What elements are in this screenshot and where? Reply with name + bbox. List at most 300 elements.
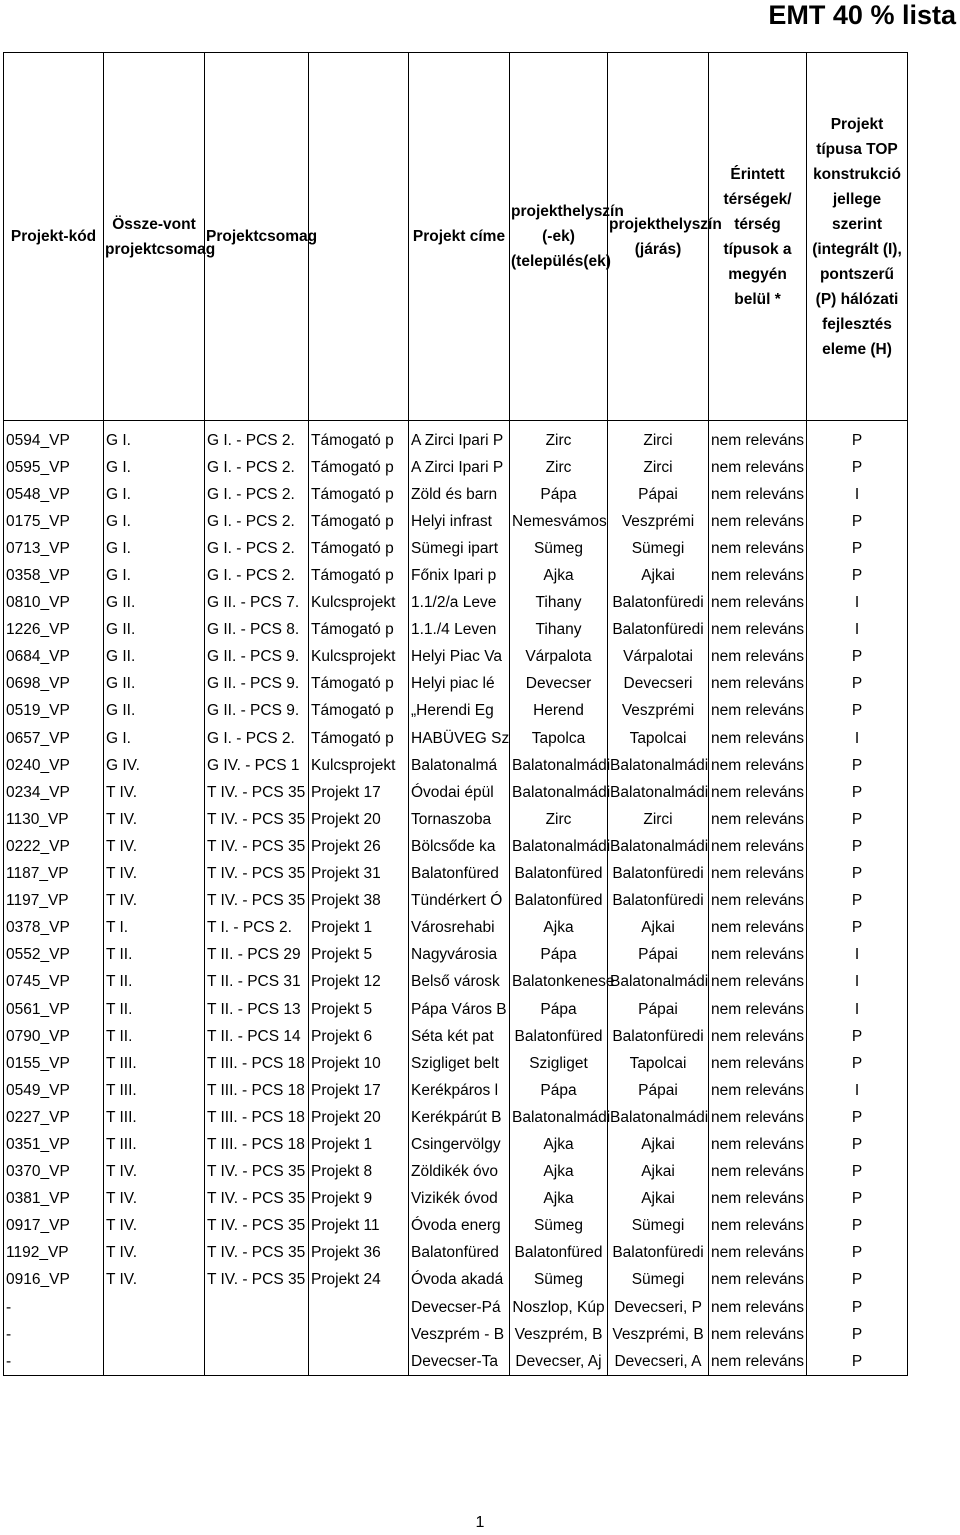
table-row [4, 806, 908, 833]
cell-project-title: HABÜVEG Sz [409, 725, 510, 752]
cell-settlement: Tihany [510, 590, 608, 617]
cell-role: Támogató p [309, 671, 409, 698]
table-row [4, 1213, 908, 1240]
header-location-settlement: projekthelyszín (-ek) (település(ek) [510, 53, 608, 421]
cell-merged-package: T I. [104, 915, 205, 942]
cell-district: Pápai [608, 1077, 709, 1104]
cell-project-code: 0745_VP [4, 969, 104, 996]
cell-package: T III. - PCS 18 [205, 1104, 309, 1131]
cell-project-code: 0698_VP [4, 671, 104, 698]
cell-project-title: Zöld és barn [409, 481, 510, 508]
cell-project-type: I [807, 969, 908, 996]
cell-role: Kulcsprojekt [309, 644, 409, 671]
cell-settlement: Sümeg [510, 1213, 608, 1240]
cell-package: G II. - PCS 8. [205, 617, 309, 644]
cell-role: Támogató p [309, 617, 409, 644]
cell-project-type: P [807, 562, 908, 589]
cell-project-type: P [807, 1159, 908, 1186]
cell-settlement: Zirc [510, 421, 608, 455]
cell-affected-areas: nem releváns [709, 644, 807, 671]
cell-district: Balatonalmádi [608, 752, 709, 779]
cell-affected-areas: nem releváns [709, 861, 807, 888]
cell-project-type: P [807, 1213, 908, 1240]
cell-package: G I. - PCS 2. [205, 454, 309, 481]
cell-project-type: P [807, 671, 908, 698]
cell-district: Ajkai [608, 562, 709, 589]
cell-settlement: Nemesvámos [510, 508, 608, 535]
table-row [4, 779, 908, 806]
cell-project-code: - [4, 1348, 104, 1376]
cell-project-title: Devecser-Pá [409, 1294, 510, 1321]
cell-district: Balatonalmádi [608, 1104, 709, 1131]
cell-settlement: Pápa [510, 942, 608, 969]
cell-affected-areas: nem releváns [709, 1186, 807, 1213]
cell-affected-areas: nem releváns [709, 454, 807, 481]
cell-district: Pápai [608, 481, 709, 508]
cell-settlement: Devecser [510, 671, 608, 698]
cell-project-title: Nagyvárosia [409, 942, 510, 969]
cell-project-type: P [807, 752, 908, 779]
cell-package: G II. - PCS 9. [205, 671, 309, 698]
cell-project-type: P [807, 1050, 908, 1077]
cell-project-type: P [807, 1321, 908, 1348]
table-row [4, 1240, 908, 1267]
header-affected-areas: Érintett térségek/ térség típusok a megyén belül * [709, 53, 807, 421]
cell-district: Sümegi [608, 535, 709, 562]
table-row [4, 1186, 908, 1213]
cell-project-title: Szigliget belt [409, 1050, 510, 1077]
cell-project-type: P [807, 1240, 908, 1267]
cell-role: Projekt 31 [309, 861, 409, 888]
cell-merged-package [104, 1321, 205, 1348]
cell-affected-areas: nem releváns [709, 1131, 807, 1158]
cell-merged-package: T IV. [104, 888, 205, 915]
cell-district: Balatonfüredi [608, 1023, 709, 1050]
cell-project-title: Óvodai épül [409, 779, 510, 806]
cell-district: Balatonalmádi [608, 969, 709, 996]
cell-merged-package: G II. [104, 698, 205, 725]
cell-project-title: Tornaszoba [409, 806, 510, 833]
cell-affected-areas: nem releváns [709, 671, 807, 698]
cell-project-code: 0657_VP [4, 725, 104, 752]
table-row [4, 1267, 908, 1294]
cell-project-type: P [807, 644, 908, 671]
cell-settlement: Sümeg [510, 535, 608, 562]
cell-affected-areas: nem releváns [709, 915, 807, 942]
table-row [4, 915, 908, 942]
cell-affected-areas: nem releváns [709, 1321, 807, 1348]
cell-package: T I. - PCS 2. [205, 915, 309, 942]
cell-merged-package: T IV. [104, 806, 205, 833]
cell-district: Devecseri [608, 671, 709, 698]
cell-affected-areas: nem releváns [709, 562, 807, 589]
table-header-row [4, 53, 908, 421]
cell-affected-areas: nem releváns [709, 481, 807, 508]
cell-project-title: Séta két pat [409, 1023, 510, 1050]
cell-project-title: Bölcsőde ka [409, 833, 510, 860]
cell-package [205, 1321, 309, 1348]
cell-affected-areas: nem releváns [709, 698, 807, 725]
cell-district: Zirci [608, 806, 709, 833]
cell-project-title: Helyi Piac Va [409, 644, 510, 671]
cell-district: Veszprémi [608, 508, 709, 535]
cell-project-code: 0594_VP [4, 421, 104, 455]
table-body [4, 421, 908, 1376]
cell-affected-areas: nem releváns [709, 1050, 807, 1077]
cell-project-title: Balatonfüred [409, 861, 510, 888]
header-project-type: Projekt típusa TOP konstrukció jellege szerint (integrált (I), pontszerű (P) hálózati fejlesztés eleme (H) [807, 53, 908, 421]
cell-settlement: Balatonalmádi [510, 752, 608, 779]
table-row [4, 888, 908, 915]
project-list-table [3, 52, 908, 1376]
cell-project-title: Sümegi ipart [409, 535, 510, 562]
cell-affected-areas: nem releváns [709, 1348, 807, 1376]
cell-affected-areas: nem releváns [709, 508, 807, 535]
cell-project-code: 0810_VP [4, 590, 104, 617]
cell-district: Tapolcai [608, 725, 709, 752]
cell-project-code: 1130_VP [4, 806, 104, 833]
cell-settlement: Balatonalmádi [510, 779, 608, 806]
cell-project-code: 0370_VP [4, 1159, 104, 1186]
cell-settlement: Tihany [510, 617, 608, 644]
page-number: 1 [475, 1514, 485, 1531]
cell-project-type: I [807, 617, 908, 644]
cell-package: T IV. - PCS 35 [205, 888, 309, 915]
cell-role: Projekt 8 [309, 1159, 409, 1186]
cell-project-title: Balatonfüred [409, 1240, 510, 1267]
cell-settlement: Ajka [510, 1159, 608, 1186]
cell-affected-areas: nem releváns [709, 1023, 807, 1050]
cell-role: Projekt 9 [309, 1186, 409, 1213]
cell-affected-areas: nem releváns [709, 421, 807, 455]
cell-role: Kulcsprojekt [309, 590, 409, 617]
table-row [4, 671, 908, 698]
cell-project-title: Vizikék óvod [409, 1186, 510, 1213]
cell-merged-package: T IV. [104, 1213, 205, 1240]
cell-affected-areas: nem releváns [709, 833, 807, 860]
cell-role [309, 1321, 409, 1348]
table-row [4, 752, 908, 779]
cell-project-code: 1192_VP [4, 1240, 104, 1267]
cell-package: T IV. - PCS 35 [205, 1240, 309, 1267]
cell-settlement: Ajka [510, 915, 608, 942]
cell-merged-package: G I. [104, 481, 205, 508]
cell-package [205, 1348, 309, 1376]
cell-merged-package: T II. [104, 1023, 205, 1050]
cell-project-type: P [807, 779, 908, 806]
cell-package: G I. - PCS 2. [205, 535, 309, 562]
cell-project-type: I [807, 996, 908, 1023]
cell-project-type: P [807, 1348, 908, 1376]
cell-settlement: Várpalota [510, 644, 608, 671]
table-row [4, 535, 908, 562]
cell-package: G I. - PCS 2. [205, 725, 309, 752]
cell-project-type: P [807, 861, 908, 888]
cell-affected-areas: nem releváns [709, 1213, 807, 1240]
cell-affected-areas: nem releváns [709, 1267, 807, 1294]
cell-project-title: 1.1/2/a Leve [409, 590, 510, 617]
cell-settlement: Sümeg [510, 1267, 608, 1294]
cell-project-code: 0561_VP [4, 996, 104, 1023]
cell-district: Veszprémi [608, 698, 709, 725]
cell-merged-package: G I. [104, 508, 205, 535]
cell-settlement: Zirc [510, 454, 608, 481]
header-project-code: Projekt-kód [4, 53, 104, 421]
cell-package: T IV. - PCS 35 [205, 779, 309, 806]
table-row [4, 508, 908, 535]
cell-affected-areas: nem releváns [709, 590, 807, 617]
cell-project-title: Helyi piac lé [409, 671, 510, 698]
cell-settlement: Ajka [510, 1186, 608, 1213]
cell-package: T IV. - PCS 35 [205, 1186, 309, 1213]
cell-project-code: 0549_VP [4, 1077, 104, 1104]
cell-settlement: Szigliget [510, 1050, 608, 1077]
cell-district: Ajkai [608, 1159, 709, 1186]
cell-role: Támogató p [309, 421, 409, 455]
cell-district: Veszprémi, B [608, 1321, 709, 1348]
cell-merged-package: T II. [104, 969, 205, 996]
cell-project-type: P [807, 915, 908, 942]
cell-settlement: Balatonfüred [510, 861, 608, 888]
cell-affected-areas: nem releváns [709, 996, 807, 1023]
cell-project-type: P [807, 508, 908, 535]
cell-project-code: 1226_VP [4, 617, 104, 644]
cell-settlement: Balatonalmádi [510, 833, 608, 860]
cell-project-title: Kerékpárút B [409, 1104, 510, 1131]
cell-role: Projekt 5 [309, 996, 409, 1023]
cell-district: Balatonfüredi [608, 861, 709, 888]
table-row [4, 590, 908, 617]
cell-role: Támogató p [309, 481, 409, 508]
cell-role: Projekt 20 [309, 1104, 409, 1131]
cell-role: Projekt 20 [309, 806, 409, 833]
cell-settlement: Balatonkenese [510, 969, 608, 996]
cell-project-type: I [807, 725, 908, 752]
cell-project-title: Belső városk [409, 969, 510, 996]
cell-package: T II. - PCS 14 [205, 1023, 309, 1050]
header-package: Projektcsomag [205, 53, 309, 421]
cell-package: T III. - PCS 18 [205, 1077, 309, 1104]
header-empty [309, 53, 409, 421]
cell-package: T IV. - PCS 35 [205, 833, 309, 860]
cell-merged-package: T IV. [104, 861, 205, 888]
cell-merged-package: T III. [104, 1104, 205, 1131]
cell-role: Támogató p [309, 454, 409, 481]
cell-project-title: Csingervölgy [409, 1131, 510, 1158]
cell-role: Támogató p [309, 725, 409, 752]
cell-merged-package: G II. [104, 590, 205, 617]
cell-role: Projekt 1 [309, 915, 409, 942]
cell-project-code: 0595_VP [4, 454, 104, 481]
cell-merged-package: T III. [104, 1050, 205, 1077]
cell-district: Balatonfüredi [608, 1240, 709, 1267]
cell-merged-package: T III. [104, 1131, 205, 1158]
table-row [4, 996, 908, 1023]
cell-settlement: Balatonalmádi [510, 1104, 608, 1131]
cell-project-type: I [807, 481, 908, 508]
cell-project-code: 0378_VP [4, 915, 104, 942]
table-row [4, 1050, 908, 1077]
cell-merged-package: T IV. [104, 833, 205, 860]
cell-merged-package: G I. [104, 421, 205, 455]
cell-role: Támogató p [309, 535, 409, 562]
table-row [4, 644, 908, 671]
table-row [4, 969, 908, 996]
cell-district: Zirci [608, 454, 709, 481]
cell-project-code: 0713_VP [4, 535, 104, 562]
cell-role: Projekt 12 [309, 969, 409, 996]
table-row [4, 1131, 908, 1158]
cell-package: G II. - PCS 7. [205, 590, 309, 617]
header-merged-package: Össze-vont projektcsomag [104, 53, 205, 421]
cell-merged-package: G II. [104, 617, 205, 644]
cell-merged-package: T IV. [104, 1267, 205, 1294]
cell-project-type: I [807, 590, 908, 617]
cell-affected-areas: nem releváns [709, 888, 807, 915]
cell-role: Támogató p [309, 698, 409, 725]
table-row [4, 562, 908, 589]
cell-merged-package: G II. [104, 671, 205, 698]
table-row [4, 942, 908, 969]
cell-affected-areas: nem releváns [709, 779, 807, 806]
cell-settlement: Ajka [510, 562, 608, 589]
cell-district: Devecseri, P [608, 1294, 709, 1321]
cell-role: Projekt 5 [309, 942, 409, 969]
cell-district: Ajkai [608, 1131, 709, 1158]
cell-package: T IV. - PCS 35 [205, 806, 309, 833]
cell-settlement: Balatonfüred [510, 1023, 608, 1050]
cell-project-title: A Zirci Ipari P [409, 421, 510, 455]
cell-role: Projekt 11 [309, 1213, 409, 1240]
cell-role: Támogató p [309, 508, 409, 535]
cell-package: T IV. - PCS 35 [205, 1213, 309, 1240]
cell-merged-package: G I. [104, 562, 205, 589]
cell-affected-areas: nem releváns [709, 725, 807, 752]
cell-package: T III. - PCS 18 [205, 1131, 309, 1158]
cell-merged-package: T II. [104, 942, 205, 969]
cell-package: T II. - PCS 29 [205, 942, 309, 969]
cell-district: Tapolcai [608, 1050, 709, 1077]
cell-project-title: Városrehabi [409, 915, 510, 942]
cell-merged-package: T III. [104, 1077, 205, 1104]
cell-district: Balatonfüredi [608, 590, 709, 617]
cell-role: Projekt 17 [309, 1077, 409, 1104]
cell-project-type: P [807, 421, 908, 455]
cell-role: Projekt 26 [309, 833, 409, 860]
cell-project-title: Balatonalmá [409, 752, 510, 779]
cell-district: Balatonfüredi [608, 888, 709, 915]
cell-project-type: P [807, 454, 908, 481]
table-row [4, 1348, 908, 1376]
cell-role: Projekt 6 [309, 1023, 409, 1050]
table-row [4, 698, 908, 725]
cell-affected-areas: nem releváns [709, 752, 807, 779]
cell-merged-package: T IV. [104, 1240, 205, 1267]
cell-project-code: 0916_VP [4, 1267, 104, 1294]
cell-project-type: P [807, 806, 908, 833]
cell-merged-package: T IV. [104, 779, 205, 806]
cell-project-code: 0175_VP [4, 508, 104, 535]
cell-role: Projekt 38 [309, 888, 409, 915]
cell-package: T IV. - PCS 35 [205, 1159, 309, 1186]
cell-package: G II. - PCS 9. [205, 698, 309, 725]
cell-package: G I. - PCS 2. [205, 481, 309, 508]
cell-district: Várpalotai [608, 644, 709, 671]
table-row [4, 1159, 908, 1186]
cell-district: Zirci [608, 421, 709, 455]
cell-settlement: Zirc [510, 806, 608, 833]
cell-project-title: A Zirci Ipari P [409, 454, 510, 481]
table-row [4, 617, 908, 644]
cell-affected-areas: nem releváns [709, 535, 807, 562]
cell-project-code: 1197_VP [4, 888, 104, 915]
cell-package: G I. - PCS 2. [205, 562, 309, 589]
cell-project-code: - [4, 1321, 104, 1348]
cell-district: Ajkai [608, 915, 709, 942]
cell-package: G I. - PCS 2. [205, 508, 309, 535]
cell-district: Sümegi [608, 1213, 709, 1240]
cell-district: Balatonalmádi [608, 833, 709, 860]
cell-settlement: Ajka [510, 1131, 608, 1158]
cell-package: T II. - PCS 13 [205, 996, 309, 1023]
cell-project-type: P [807, 1104, 908, 1131]
cell-package: T IV. - PCS 35 [205, 1267, 309, 1294]
cell-project-title: „Herendi Eg [409, 698, 510, 725]
cell-project-code: 0917_VP [4, 1213, 104, 1240]
cell-settlement: Balatonfüred [510, 1240, 608, 1267]
table-row [4, 1023, 908, 1050]
cell-settlement: Tapolca [510, 725, 608, 752]
cell-affected-areas: nem releváns [709, 1294, 807, 1321]
cell-merged-package [104, 1294, 205, 1321]
cell-merged-package: G I. [104, 454, 205, 481]
cell-project-code: 0222_VP [4, 833, 104, 860]
cell-project-code: 0548_VP [4, 481, 104, 508]
cell-affected-areas: nem releváns [709, 1240, 807, 1267]
cell-project-code: 0227_VP [4, 1104, 104, 1131]
cell-settlement: Pápa [510, 996, 608, 1023]
table-row [4, 1104, 908, 1131]
cell-project-type: I [807, 942, 908, 969]
cell-project-type: P [807, 698, 908, 725]
cell-package: T IV. - PCS 35 [205, 861, 309, 888]
cell-district: Pápai [608, 942, 709, 969]
cell-district: Ajkai [608, 1186, 709, 1213]
cell-package: G IV. - PCS 1 [205, 752, 309, 779]
cell-affected-areas: nem releváns [709, 617, 807, 644]
cell-merged-package: G I. [104, 725, 205, 752]
cell-role: Projekt 17 [309, 779, 409, 806]
cell-package [205, 1294, 309, 1321]
cell-package: T III. - PCS 18 [205, 1050, 309, 1077]
cell-project-code: 0234_VP [4, 779, 104, 806]
cell-settlement: Veszprém, B [510, 1321, 608, 1348]
header-project-title: Projekt címe [409, 53, 510, 421]
page-title: EMT 40 % lista [768, 0, 956, 30]
cell-affected-areas: nem releváns [709, 1159, 807, 1186]
cell-project-title: 1.1./4 Leven [409, 617, 510, 644]
cell-district: Balatonalmádi [608, 779, 709, 806]
cell-project-title: Helyi infrast [409, 508, 510, 535]
cell-project-type: P [807, 1267, 908, 1294]
table-row [4, 454, 908, 481]
header-location-district: projekthelyszín (járás) [608, 53, 709, 421]
cell-project-title: Óvoda energ [409, 1213, 510, 1240]
cell-project-title: Főnix Ipari p [409, 562, 510, 589]
cell-project-type: P [807, 1186, 908, 1213]
cell-project-title: Kerékpáros l [409, 1077, 510, 1104]
cell-package: G I. - PCS 2. [205, 421, 309, 455]
